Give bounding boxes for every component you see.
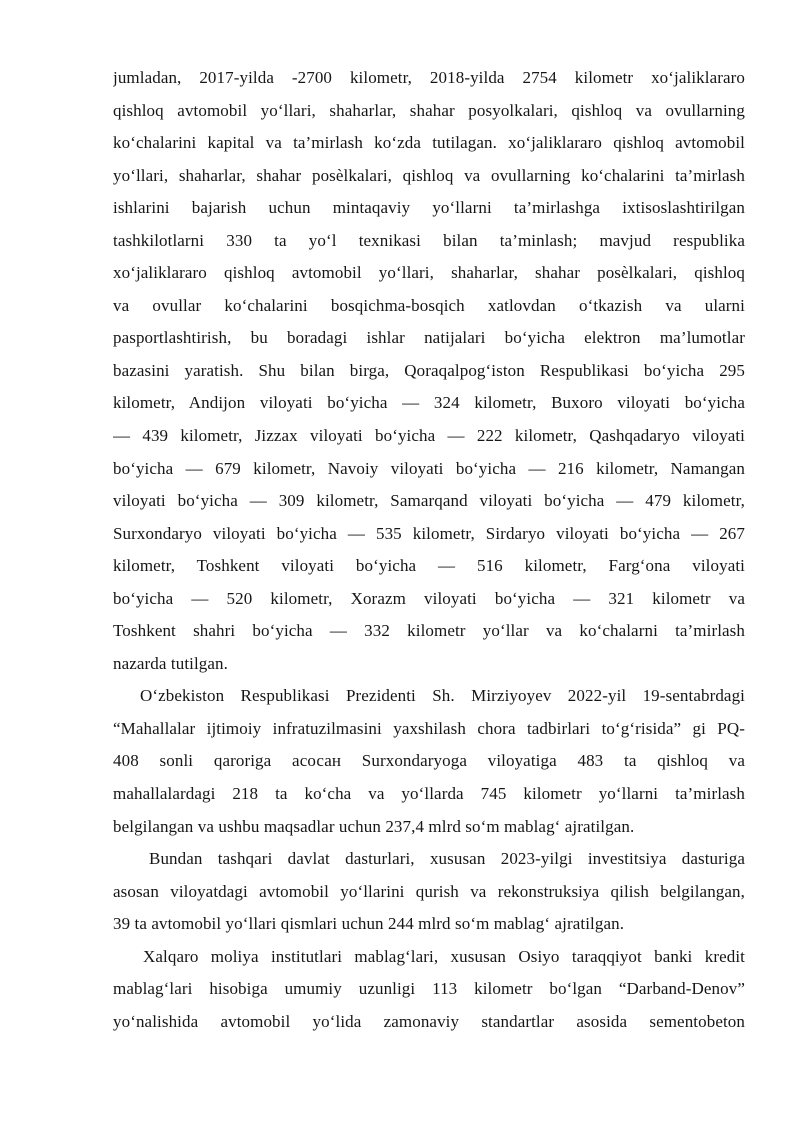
text-line: — 439 kilometr, Jizzax viloyati bo‘yicha — 222 kilometr, Qashqadaryo viloyati	[113, 426, 745, 446]
text-line: Surxondaryo viloyati bo‘yicha — 535 kilometr, Sirdaryo viloyati bo‘yicha — 267	[113, 523, 745, 543]
text-line: va ovullar ko‘chalarini bosqichma-bosqich xatlovdan o‘tkazish va ularni	[113, 295, 745, 315]
text-line: xo‘jaliklararo qishloq avtomobil yo‘llari, shaharlar, shahar posèlkalari, qishloq	[113, 263, 745, 283]
text-line: bo‘yicha — 520 kilometr, Xorazm viloyati bo‘yicha — 321 kilometr va	[113, 588, 745, 608]
text-line: kilometr, Andijon viloyati bo‘yicha — 324 kilometr, Buxoro viloyati bo‘yicha	[113, 393, 745, 413]
text-line: viloyati bo‘yicha — 309 kilometr, Samarqand viloyati bo‘yicha — 479 kilometr,	[113, 491, 745, 511]
text-line: kilometr, Toshkent viloyati bo‘yicha — 516 kilometr, Farg‘ona viloyati	[113, 556, 745, 576]
text-line: tashkilotlarni 330 ta yo‘l texnikasi bilan ta’minlash; mavjud respublika	[113, 230, 745, 250]
text-line: bazasini yaratish. Shu bilan birga, Qoraqalpog‘iston Respublikasi bo‘yicha 295	[113, 360, 745, 380]
text-line: bo‘yicha — 679 kilometr, Navoiy viloyati bo‘yicha — 216 kilometr, Namangan	[113, 458, 745, 478]
text-line: Bundan tashqari davlat dasturlari, xususan 2023-yilgi investitsiya dasturiga	[149, 849, 745, 869]
text-line: jumladan, 2017-yilda -2700 kilometr, 2018-yilda 2754 kilometr xo‘jaliklararo	[113, 68, 745, 87]
paragraph	[113, 62, 745, 680]
text-line: Toshkent shahri bo‘yicha — 332 kilometr yo‘llar va ko‘chalarni ta’mirlash	[113, 621, 745, 641]
text-line: pasportlashtirish, bu boradagi ishlar natijalari bo‘yicha elektron ma’lumotlar	[113, 328, 745, 348]
text-line: Xalqaro moliya institutlari mablag‘lari, xususan Osiyo taraqqiyot banki kredit	[143, 946, 745, 966]
text-line: yo‘llari, shaharlar, shahar posèlkalari, qishloq va ovullarning ko‘chalarini ta’mirlash	[113, 165, 745, 185]
paragraph	[113, 680, 745, 843]
text-line: qishloq avtomobil yo‘llari, shaharlar, shahar posyolkalari, qishloq va ovullarning	[113, 100, 745, 120]
paragraph	[113, 941, 745, 1039]
paragraph	[113, 843, 745, 941]
text-line: nazarda tutilgan.	[113, 653, 228, 673]
text-line: belgilangan va ushbu maqsadlar uchun 237,4 mlrd so‘m mablag‘ ajratilgan.	[113, 816, 635, 836]
text-line: ishlarini bajarish uchun mintaqaviy yo‘llarni ta’mirlashga ixtisoslashtirilgan	[113, 198, 745, 218]
text-line: 39 ta avtomobil yo‘llari qismlari uchun 244 mlrd so‘m mablag‘ ajratilgan.	[113, 914, 625, 934]
text-line: ko‘chalarini kapital va ta’mirlash ko‘zda tutilagan. xo‘jaliklararo qishloq avtomobil	[113, 133, 745, 153]
text-line: asosan viloyatdagi avtomobil yo‘llarini qurish va rekonstruksiya qilish belgilangan,	[113, 881, 745, 901]
text-line: mahallalardagi 218 ta ko‘cha va yo‘llarda 745 kilometr yo‘llarni ta’mirlash	[113, 784, 745, 804]
text-line: “Mahallalar ijtimoiy infratuzilmasini yaxshilash chora tadbirlari to‘g‘risida” gi PQ-	[113, 718, 745, 738]
text-line: mablag‘lari hisobiga umumiy uzunligi 113 kilometr bo‘lgan “Darband-Denov”	[113, 979, 745, 999]
text-line: 408 sonli qaroriga асосан Surxondaryoga viloyatiga 483 ta qishloq va	[113, 751, 745, 771]
text-line: O‘zbekiston Respublikasi Prezidenti Sh. Mirziyoyev 2022-yil 19-sentabrdagi	[140, 686, 745, 706]
text-block	[113, 62, 745, 1038]
text-line: yo‘nalishida avtomobil yo‘lida zamonaviy standartlar asosida sementobeton	[113, 1011, 745, 1031]
